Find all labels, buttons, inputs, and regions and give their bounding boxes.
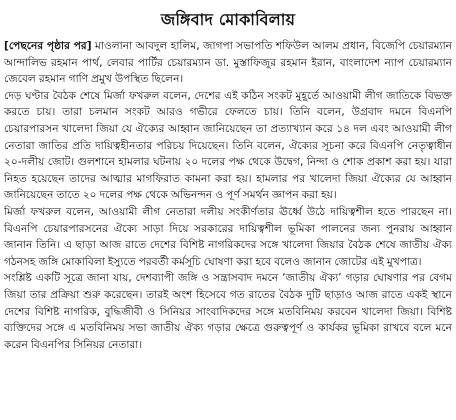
continuation-label: [পেছনের পৃষ্ঠার পর] bbox=[4, 40, 92, 52]
article-headline: জঙ্গিবাদ মোকাবিলায় bbox=[160, 10, 296, 29]
news-article bbox=[4, 0, 452, 420]
article-paragraph-4: সংশ্লিষ্ট একটি সূত্রে জানা যায়, দেশব্যাপী জঙ্গি ও সন্ত্রাসবাদ দমনে ‘জাতীয় ঐক্য’ গড়ার ঘোষণার পর বেগম জিয়া তার প্রক্রিয়া শুরু করেছেন। তারই অংশ হিসেবে গত রাতের বৈঠক দুটি ছাড়াও আজ রাতে একই স্থানে দেশের বিশিষ্ট নাগরিক, বুদ্ধিজীবী ও সিনিয়র সাংবাদিকদের সঙ্গে মতবিনিময় করবেন খালেদা জিয়া। বিশিষ্ট ব্যক্তিদের সঙ্গে এ মতবিনিময় সভা জাতীয় ঐক্য গড়ার ক্ষেত্রে গুরুত্বপূর্ণ ও কার্যকর ভূমিকা রাখবে বলে মনে করেন বিএনপির সিনিয়র নেতারা। bbox=[4, 272, 452, 351]
article-paragraph-2: দেড় ঘণ্টার বৈঠক শেষে মির্জা ফখরুল বলেন, দেশের এই কঠিন সংকট মুহূর্তে আওয়ামী লীগ জাতিকে বিভক্ত করতে চায়। তারা চলমান সংকট আরও গভীরে ফেলতে চায়। তিনি বলেন, উগ্রবাদ দমনে বিএনপি চেয়ারপারসন খালেদা জিয়া যে ঐক্যের আহ্বান জানিয়েছেন তা প্রত্যাখ্যান করে ১৪ দল এবং আওয়ামী লীগ নেতারা জাতির প্রতি দায়িত্বহীনতার পরিচয় দিয়েছেন। তিনি বলেন, ঐক্যের সূচনা করে বিএনপি নেতৃত্বাধীন ২০-দলীয় জোট। গুলশানে হামলার ঘটনায় ২০ দলের পক্ষ থেকে উদ্বেগ, নিন্দা ও শোক প্রকাশ করা হয়। যারা নিহত হয়েছেন তাদের আত্মার মাগফিরাত কামনা করা হয়। হামলার পর খালেদা জিয়া ঐক্যের যে আহ্বান জানিয়েছেন তাতে ২০ দলের পক্ষ থেকে অভিনন্দন ও পূর্ণ সমর্থন জ্ঞাপন করা হয়। bbox=[4, 89, 452, 202]
paragraph-1-text: মাওলানা আবদুল হালিম, জাগপা সভাপতি শফিউল আলম প্রধান, বিজেপি চেয়ারম্যান আন্দালিভ রহমান পার্থ, লেবার পার্টির চেয়ারম্যান ডা. মুস্তাফিজুর রহমান ইরান, বাংলাদেশ ন্যাপ চেয়ারম্যান জেবেল রহমান গাণি প্রমুখ উপস্থিত ছিলেন। bbox=[4, 40, 452, 86]
article-paragraph-3: মির্জা ফখরুল বলেন, আওয়ামী লীগ নেতারা দলীয় সংকীর্ণতার ঊর্ধ্বে উঠে দায়িত্বশীল হতে পারছেন না। বিএনপি চেয়ারপারসনের ঐক্যে সাড়া দিয়ে সরকারের দায়িত্বশীল ভূমিকা পালনের জন্য পুনরায় আহ্বান জানান তিনি। এ ছাড়া আজ রাতে দেশের বিশিষ্ট নাগরিকদের সঙ্গে খালেদা জিয়ার বৈঠক শেষে জাতীয় ঐক্য গঠনসহ জঙ্গি মোকাবিলা ইস্যুতে পরবর্তী কর্মসূচি ঘোষণা করা হবে বলেও জানান জোটের এই মুখপাত্র। bbox=[4, 205, 452, 268]
article-paragraph-1 bbox=[4, 38, 452, 88]
